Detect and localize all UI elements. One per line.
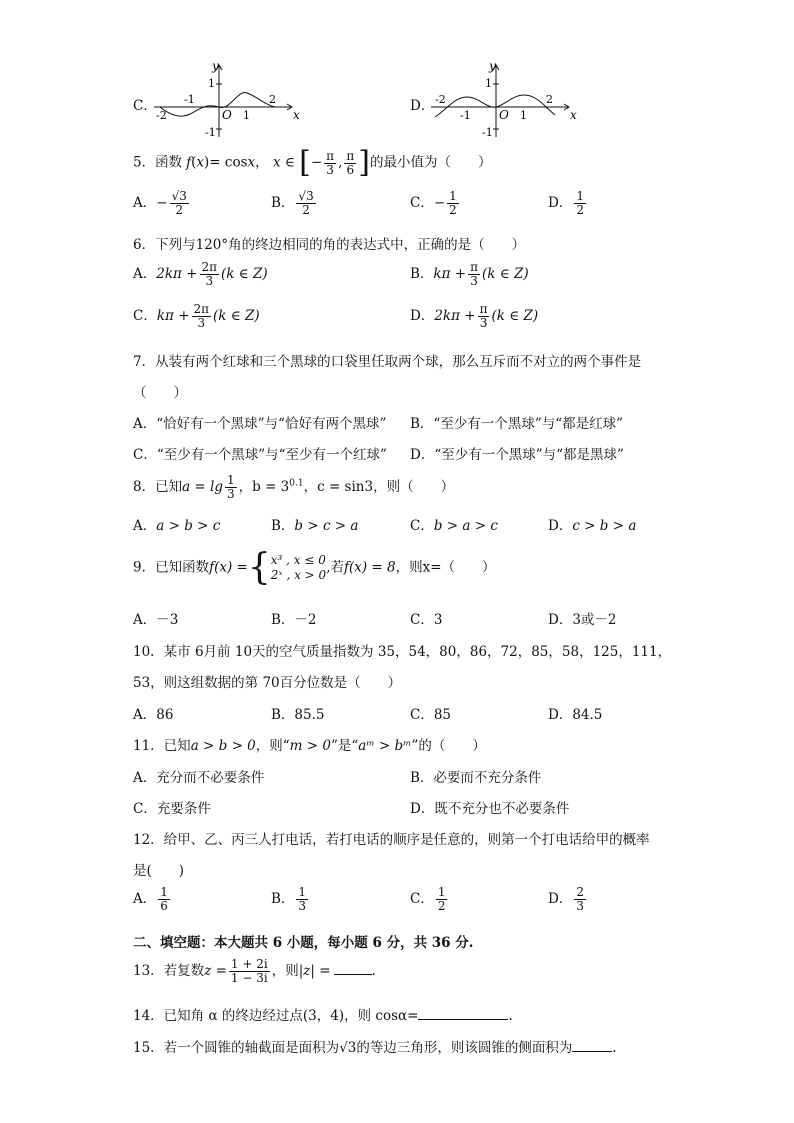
tick-yneg1: -1 <box>482 126 493 139</box>
q11-option-a[interactable]: A．充分而不必要条件 <box>133 770 265 786</box>
q4-graph-d <box>427 57 577 142</box>
q8-option-a[interactable]: A．a > b > c <box>133 518 221 534</box>
curve-c <box>160 93 275 117</box>
section2-heading: 二、填空题：本大题共 6 小题，每小题 6 分，共 36 分. <box>133 935 474 951</box>
tick-2: 2 <box>269 93 276 106</box>
q6-option-c[interactable]: C．kπ + $\frac{2\pi}{3}$ (k ∈ Z) <box>133 302 260 330</box>
q9-option-b[interactable]: B．－2 <box>271 612 317 628</box>
q7-option-c[interactable]: C．“至少有一个黑球”与“至少有一个红球” <box>133 447 387 463</box>
q12-option-c[interactable]: C． $\frac{1}{2}$ <box>410 885 446 913</box>
q15-stem: 15．若一个圆锥的轴截面是面积为√3的等边三角形，则该圆锥的侧面积为 . <box>133 1040 617 1056</box>
q13-answer-blank[interactable] <box>334 962 372 975</box>
tick-1: 1 <box>243 109 250 122</box>
q8-option-d[interactable]: D．c > b > a <box>548 518 637 534</box>
tick-2: 2 <box>546 93 553 106</box>
q8-option-c[interactable]: C．b > a > c <box>410 518 498 534</box>
q9-option-a[interactable]: A．－3 <box>133 612 179 628</box>
tick-neg2: -2 <box>156 109 167 122</box>
tick-neg2: -2 <box>435 93 446 106</box>
q9-option-d[interactable]: D．3或－2 <box>548 612 617 628</box>
tick-1: 1 <box>520 109 527 122</box>
q12-option-b[interactable]: B． $\frac{1}{3}$ <box>271 885 307 913</box>
origin-label: O <box>499 108 509 122</box>
tick-neg1: -1 <box>184 93 195 106</box>
q14-answer-blank[interactable] <box>418 1007 508 1020</box>
q14-stem: 14．已知角 α 的终边经过点(3，4)，则 cosα= . <box>133 1008 513 1024</box>
q9-option-c[interactable]: C．3 <box>410 612 443 628</box>
q5-option-c[interactable]: C．− $\frac{1}{2}$ <box>410 189 457 217</box>
tick-yneg1: -1 <box>205 126 216 139</box>
q6-option-d[interactable]: D．2kπ + $\frac{\pi}{3}$ (k ∈ Z) <box>410 302 539 330</box>
q11-option-b[interactable]: B．必要而不充分条件 <box>410 770 542 786</box>
q10-option-d[interactable]: D．84.5 <box>548 707 603 723</box>
q7-paren: （ ） <box>133 385 187 401</box>
q4-option-c-label: C． <box>133 98 157 114</box>
q7-option-d[interactable]: D．“至少有一个黑球”与“都是黑球” <box>410 447 624 463</box>
q7-option-b[interactable]: B．“至少有一个黑球”与“都是红球” <box>410 416 624 432</box>
q8-option-b[interactable]: B．b > c > a <box>271 518 359 534</box>
y-label: y <box>489 59 496 73</box>
tick-neg1: -1 <box>460 109 471 122</box>
tick-y1: 1 <box>208 77 215 90</box>
x-label: x <box>570 108 577 122</box>
q5-option-d[interactable]: D． $\frac{1}{2}$ <box>548 189 584 217</box>
q13-stem: 13．若复数z = $\frac{1 + 2i}{1 - 3i}$ ，则|z| = . <box>133 957 376 985</box>
q15-answer-blank[interactable] <box>572 1039 612 1052</box>
q10-option-b[interactable]: B．85.5 <box>271 707 325 723</box>
q4-graph-c <box>150 57 300 142</box>
q6-option-b[interactable]: B．kπ + $\frac{\pi}{3}$ (k ∈ Z) <box>410 260 529 288</box>
q7-stem: 7．从装有两个红球和三个黑球的口袋里任取两个球，那么互斥而不对立的两个事件是 <box>133 354 642 370</box>
q8-stem: 8．已知a = lg $\frac{1}{3}$ ，$b = 3^{0.1}$，c = sin3，则（ ） <box>133 473 455 501</box>
q10-stem-line1: 10．某市 6月前 10天的空气质量指数为 35，54，80，86，72，85，58，125，111， <box>133 644 672 660</box>
q10-option-c[interactable]: C．85 <box>410 707 452 723</box>
q12-option-d[interactable]: D． $\frac{2}{3}$ <box>548 885 584 913</box>
q11-option-d[interactable]: D．既不充分也不必要条件 <box>410 801 570 817</box>
q6-stem: 6．下列与120°角的终边相同的角的表达式中，正确的是（ ） <box>133 237 526 253</box>
q12-stem-line2: 是( ) <box>133 863 185 879</box>
q10-option-a[interactable]: A．86 <box>133 707 174 723</box>
q5-option-b[interactable]: B． $\frac{√3}{2}$ <box>271 189 314 217</box>
origin-label: O <box>222 108 232 122</box>
q11-stem: 11．已知a > b > 0，则“m > 0”是“aᵐ > bᵐ”的（ ） <box>133 738 486 754</box>
y-label: y <box>212 59 219 73</box>
q5-stem: 5．函数 f(x)= cosx， x ∈ [− $\frac{\pi}{3}$ , $\frac{\pi}{6}$ ]的最小值为（ ） <box>133 145 492 180</box>
q9-stem: 9．已知函数f(x) ={ x³ , x ≤ 0 2ˣ , x > 0 ,若f(x) = 8，则x=（ ） <box>133 547 496 588</box>
q11-option-c[interactable]: C．充要条件 <box>133 801 211 817</box>
q7-option-a[interactable]: A．“恰好有一个黑球”与“恰好有两个黑球” <box>133 416 387 432</box>
q12-option-a[interactable]: A． $\frac{1}{6}$ <box>133 885 168 913</box>
curve-d <box>435 95 555 117</box>
x-label: x <box>293 108 300 122</box>
q12-stem-line1: 12．给甲、乙、丙三人打电话，若打电话的顺序是任意的，则第一个打电话给甲的概率 <box>133 832 650 848</box>
tick-y1: 1 <box>485 77 492 90</box>
q6-option-a[interactable]: A．2kπ + $\frac{2\pi}{3}$ (k ∈ Z) <box>133 260 268 288</box>
q10-stem-line2: 53，则这组数据的第 70百分位数是（ ） <box>133 675 402 691</box>
q4-option-d-label: D． <box>410 98 435 114</box>
q5-option-a[interactable]: A．− $\frac{√3}{2}$ <box>133 189 187 217</box>
